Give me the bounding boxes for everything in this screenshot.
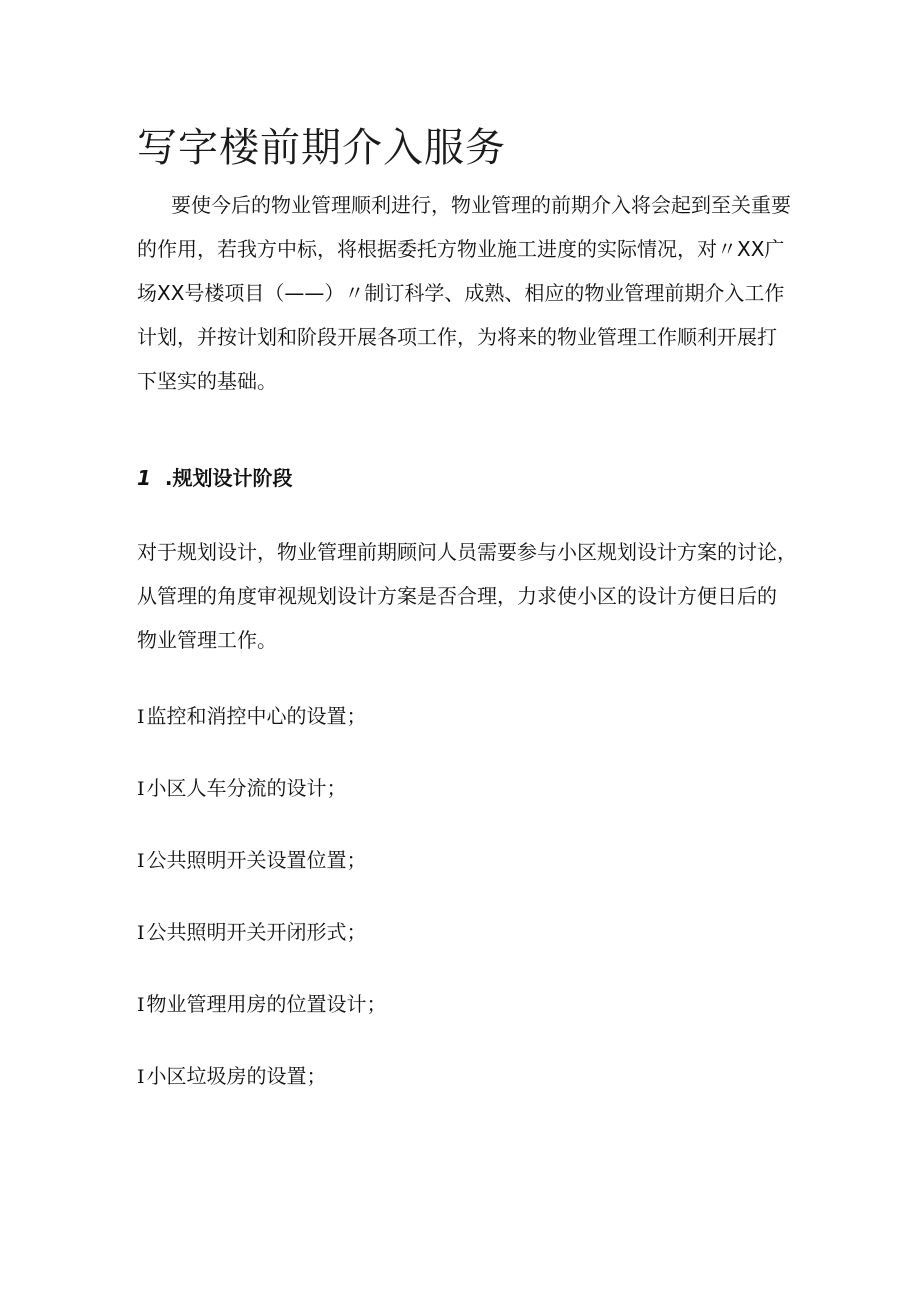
list-item-text: 公共照明开关设置位置； [146, 848, 367, 872]
intro-line: 场XX号楼项目（——）〃制订科学、成熟、相应的物业管理前期介入工作 [137, 281, 785, 305]
list-item [137, 694, 387, 766]
intro-line: 要使今后的物业管理顺利进行，物业管理的前期介入将会起到至关重要 [171, 193, 791, 217]
section-heading [137, 458, 293, 498]
bullet-marker: I [137, 778, 145, 800]
description-line: 从管理的角度审视规划设计方案是否合理，力求使小区的设计方便日后的 [137, 584, 777, 608]
bullet-marker: I [137, 994, 145, 1016]
list-item-text: 公共照明开关开闭形式； [146, 920, 367, 944]
list-item-text: 物业管理用房的位置设计； [146, 992, 387, 1016]
design-item-list [137, 694, 387, 1126]
description-line: 物业管理工作。 [137, 628, 277, 652]
list-item-text: 小区垃圾房的设置； [146, 1064, 327, 1088]
bullet-marker: I [137, 1066, 145, 1088]
bullet-marker: I [137, 850, 145, 872]
bullet-marker: I [137, 706, 145, 728]
intro-line: 的作用，若我方中标，将根据委托方物业施工进度的实际情况，对〃XX广 [137, 237, 785, 261]
bullet-marker: I [137, 922, 145, 944]
list-item [137, 982, 387, 1054]
list-item [137, 766, 387, 838]
list-item [137, 910, 387, 982]
description-line: 对于规划设计，物业管理前期顾问人员需要参与小区规划设计方案的讨论， [137, 540, 797, 564]
intro-paragraph [137, 183, 791, 403]
list-item-text: 小区人车分流的设计； [146, 776, 347, 800]
section-number: 1 [137, 466, 151, 490]
list-item [137, 838, 387, 910]
section-description [137, 530, 797, 662]
list-item-text: 监控和消控中心的设置； [146, 704, 367, 728]
section-title: .规划设计阶段 [164, 466, 293, 490]
document-title: 写字楼前期介入服务 [137, 125, 506, 171]
list-item [137, 1054, 387, 1126]
intro-line: 计划，并按计划和阶段开展各项工作，为将来的物业管理工作顺利开展打 [137, 325, 777, 349]
intro-line: 下坚实的基础。 [137, 369, 277, 393]
